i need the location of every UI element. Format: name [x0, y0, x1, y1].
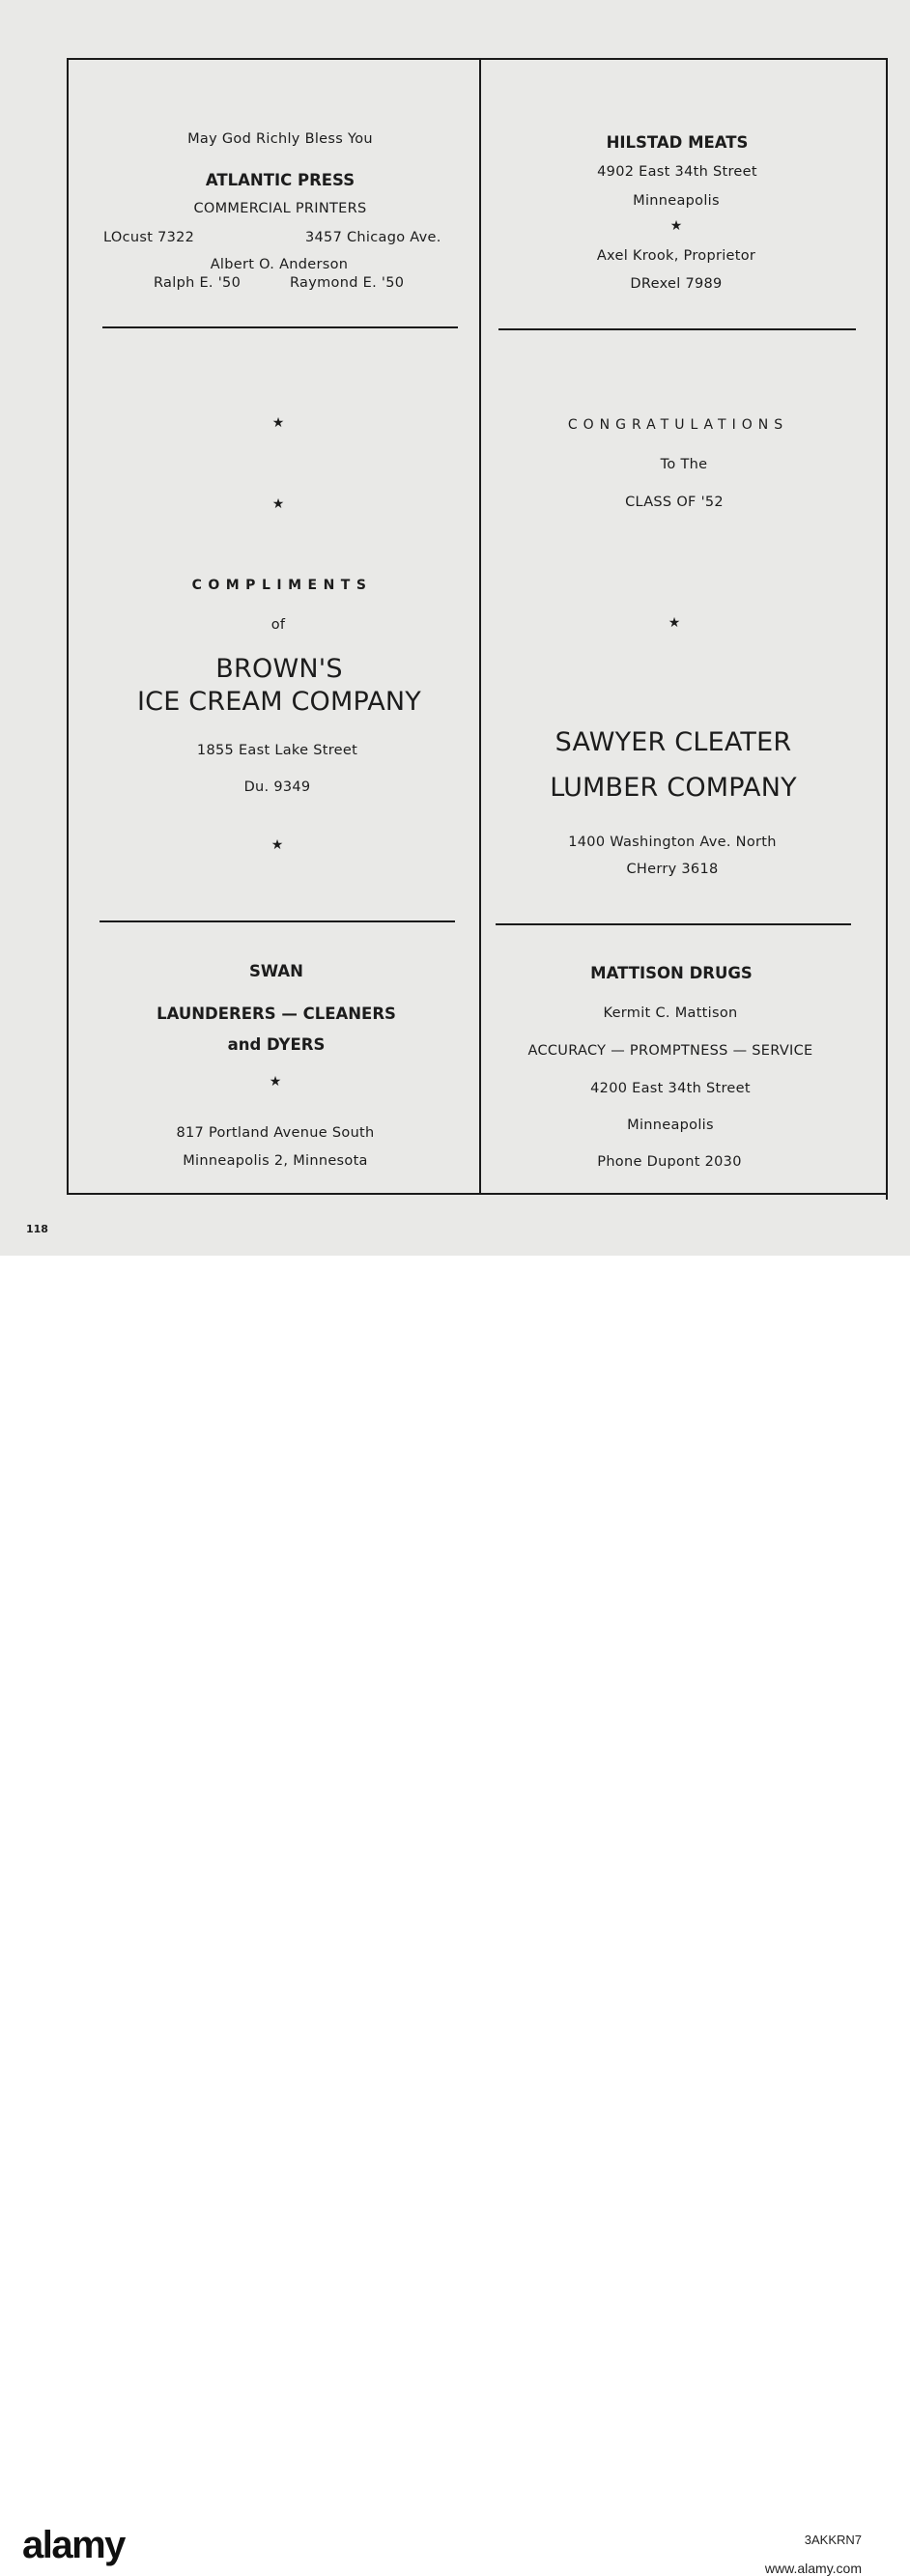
left-lower-divider — [100, 920, 455, 922]
ad-city: Minneapolis — [633, 193, 720, 209]
ad-name-line2: LUMBER COMPANY — [550, 773, 797, 803]
page-number: 118 — [26, 1223, 48, 1235]
ad-compliments: COMPLIMENTS — [191, 578, 373, 593]
ad-phone: DRexel 7989 — [630, 276, 723, 292]
right-lower-divider — [496, 923, 851, 925]
ad-address: 1400 Washington Ave. North — [568, 835, 777, 850]
star-icon: ★ — [669, 218, 683, 234]
ad-name: MATTISON DRUGS — [590, 964, 753, 982]
ad-phone: LOcust 7322 — [103, 230, 195, 245]
ad-address: 4902 East 34th Street — [597, 164, 757, 180]
yearbook-page — [0, 0, 910, 1256]
ad-services-line1: LAUNDERERS — CLEANERS — [156, 1005, 396, 1023]
ad-motto: ACCURACY — PROMPTNESS — SERVICE — [527, 1043, 813, 1059]
ad-phone: CHerry 3618 — [626, 862, 719, 877]
ad-name: SWAN — [249, 962, 303, 980]
ad-name-line1: BROWN'S — [215, 654, 343, 684]
ad-congratulations: CONGRATULATIONS — [567, 417, 789, 433]
ad-address: 817 Portland Avenue South — [176, 1125, 375, 1141]
alamy-logo: alamy — [22, 2524, 125, 2566]
ad-son-ralph: Ralph E. '50 — [154, 275, 242, 291]
ad-services-line2: and DYERS — [227, 1035, 326, 1054]
star-icon: ★ — [271, 415, 285, 431]
frame-bottom-border — [67, 1193, 888, 1195]
ad-tagline: COMMERCIAL PRINTERS — [193, 201, 367, 216]
ad-city: Minneapolis — [627, 1118, 714, 1133]
site-url: www.alamy.com — [764, 2561, 862, 2576]
ad-city: Minneapolis 2, Minnesota — [183, 1153, 368, 1169]
star-icon: ★ — [270, 837, 284, 853]
ad-proprietor: Axel Krook, Proprietor — [596, 248, 756, 264]
frame-left-border — [67, 58, 69, 1195]
ad-class: CLASS OF '52 — [625, 495, 724, 510]
ad-name-line1: SAWYER CLEATER — [555, 727, 792, 757]
star-icon: ★ — [271, 496, 285, 512]
ad-phone: Phone Dupont 2030 — [597, 1154, 742, 1170]
ad-phone: Du. 9349 — [243, 779, 311, 795]
ad-name: HILSTAD MEATS — [606, 133, 749, 152]
ad-of: of — [270, 617, 286, 633]
frame-top-border — [67, 58, 888, 60]
ad-owner: Kermit C. Mattison — [603, 1005, 738, 1021]
ad-address: 4200 East 34th Street — [590, 1081, 751, 1096]
frame-right-border — [886, 58, 888, 1200]
ad-name: ATLANTIC PRESS — [205, 171, 355, 189]
left-upper-divider — [102, 326, 458, 328]
center-divider — [479, 60, 481, 1193]
ad-to-the: To The — [660, 457, 708, 472]
ad-address: 1855 East Lake Street — [196, 743, 358, 758]
right-upper-divider — [498, 328, 856, 330]
ad-son-raymond: Raymond E. '50 — [290, 275, 405, 291]
star-icon: ★ — [269, 1074, 282, 1090]
ad-address: 3457 Chicago Ave. — [305, 230, 441, 245]
ad-blessing: May God Richly Bless You — [187, 131, 373, 147]
ad-name-line2: ICE CREAM COMPANY — [137, 687, 421, 717]
image-id: 3AKKRN7 — [804, 2533, 862, 2547]
star-icon: ★ — [668, 615, 681, 631]
ad-owner: Albert O. Anderson — [210, 257, 349, 272]
watermark-footer — [0, 1256, 910, 2576]
